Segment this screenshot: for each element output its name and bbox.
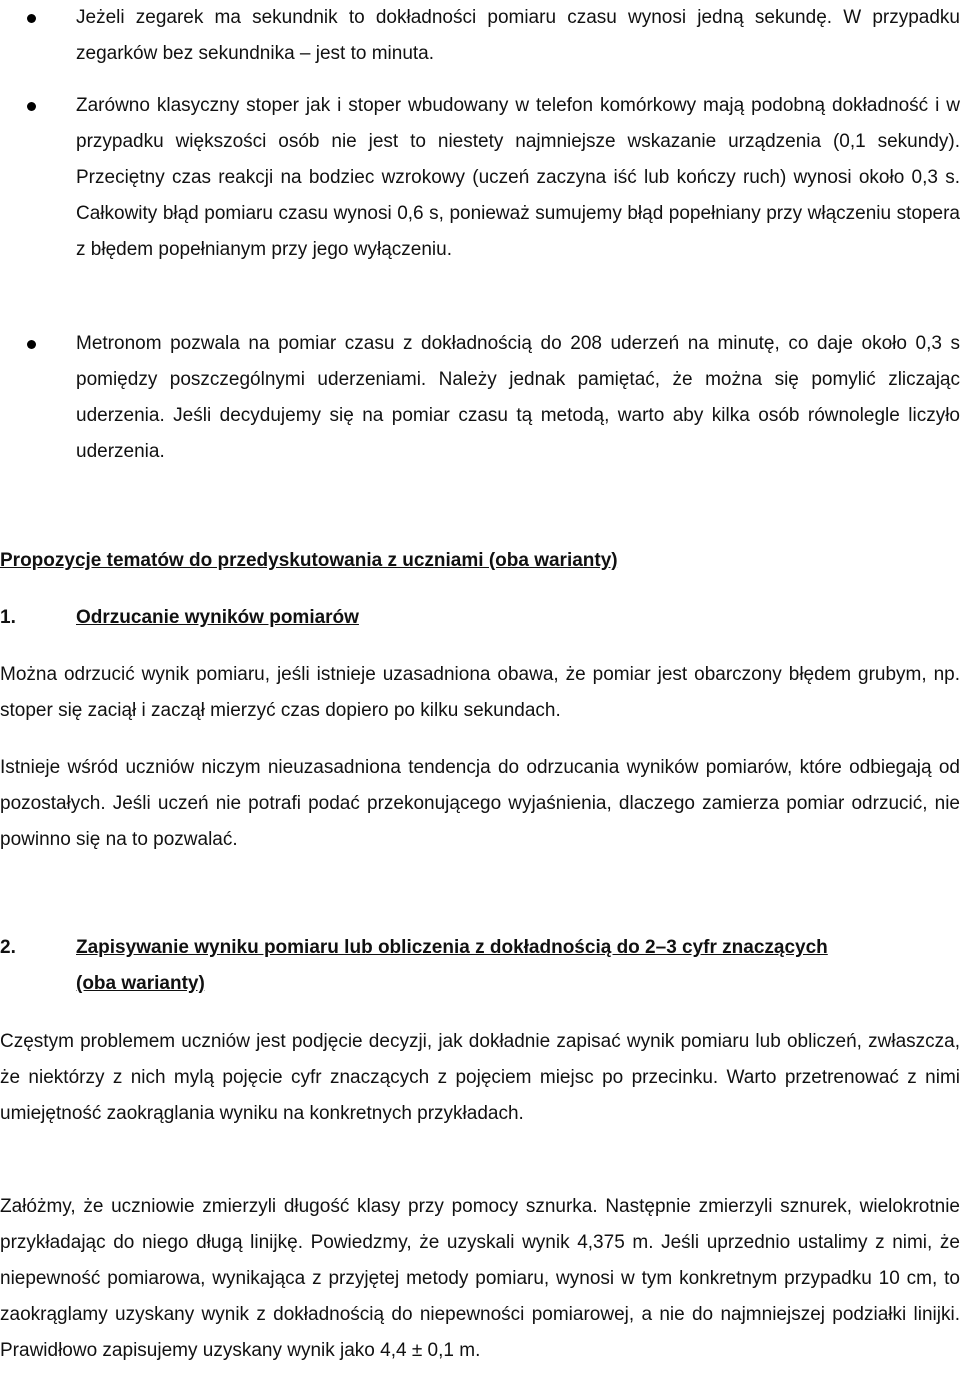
list-item [0,326,960,470]
bullet-text: Zarówno klasyczny stoper jak i stoper wbudowany w telefon komórkowy mają podobną dokładność i w przypadku większości osób nie jest to niestety najmniejsze wskazanie urządzenia (0,1 sekundy). Przeciętny czas reakcji na bodziec wzrokowy (uczeń zaczyna iść lub kończy ruch) wynosi około 0,3 s. Całkowity błąd pomiaru czasu wynosi 0,6 s, ponieważ sumujemy błąd popełniany przy włączeniu stopera z błędem popełnianym przy jego wyłączeniu. [76,95,960,260]
bullet-text: Metronom pozwala na pomiar czasu z dokładnością do 208 uderzeń na minutę, co daje około 0,3 s pomiędzy poszczególnymi uderzeniami. Należy jednak pamiętać, że można się pomylić zliczając uderzenia. Jeśli decydujemy się na pomiar czasu tą metodą, warto aby kilka osób równolegle liczyło uderzenia. [76,333,960,462]
bullet-icon [27,340,36,349]
topic-1-paragraph: Istnieje wśród uczniów niczym nieuzasadniona tendencja do odrzucania wyników pomiarów, które odbiegają od pozostałych. Jeśli uczeń nie potrafi podać przekonującego wyjaśnienia, dlaczego zamierza pomiar odrzucić, nie powinno się na to pozwalać. [0,757,960,850]
list-item [0,0,960,72]
bullet-icon [27,14,36,23]
topic-2-heading [0,930,960,966]
section-heading [0,543,960,579]
topic-1-title: Odrzucanie wyników pomiarów [76,607,359,628]
topic-1-paragraph: Można odrzucić wynik pomiaru, jeśli istnieje uzasadniona obawa, że pomiar jest obarczony błędem grubym, np. stoper się zaciął i zaczął mierzyć czas dopiero po kilku sekundach. [0,664,960,721]
topic-2-paragraph [0,1189,960,1369]
topic-2-paragraph: Częstym problemem uczniów jest podjęcie decyzji, jak dokładnie zapisać wynik pomiaru lub obliczeń, zwłaszcza, że niektórzy z nich mylą pojęcie cyfr znaczących z pojęciem miejsc po przecinku. Warto przetrenować z nimi umiejętność zaokrąglania wyniku na konkretnych przykładach. [0,1031,960,1124]
topic-2-title: Zapisywanie wyniku pomiaru lub obliczenia z dokładnością do 2–3 cyfr znaczących [76,937,828,958]
topic-1-heading [0,600,960,636]
topic-2-heading-continued [0,966,960,1002]
section-heading-text: Propozycje tematów do przedyskutowania z uczniami (oba warianty) [0,550,618,571]
bullet-icon [27,102,36,111]
bullet-text: Jeżeli zegarek ma sekundnik to dokładności pomiaru czasu wynosi jedną sekundę. W przypadku zegarków bez sekundnika – jest to minuta. [76,7,960,64]
topic-1-number: 1. [0,607,16,628]
list-item [0,88,960,268]
topic-2-number: 2. [0,937,16,958]
topic-2-result-line: Prawidłowo zapisujemy uzyskany wynik jako 4,4 ± 0,1 m. [0,1340,481,1361]
topic-2-paragraph-text: Załóżmy, że uczniowie zmierzyli długość klasy przy pomocy sznurka. Następnie zmierzyli sznurek, wielokrotnie przykładając do niego długą linijkę. Powiedzmy, że uzyskali wynik 4,375 m. Jeśli uprzednio ustalimy z nimi, że niepewność pomiarowa, wynikająca z przyjętej metody pomiaru, wynosi w tym konkretnym przypadku 10 cm, to zaokrąglamy uzyskany wynik z dokładnością do niepewności pomiarowej, a nie do najmniejszej podziałki linijki. [0,1196,960,1325]
topic-2-title-continued: (oba warianty) [76,973,205,994]
